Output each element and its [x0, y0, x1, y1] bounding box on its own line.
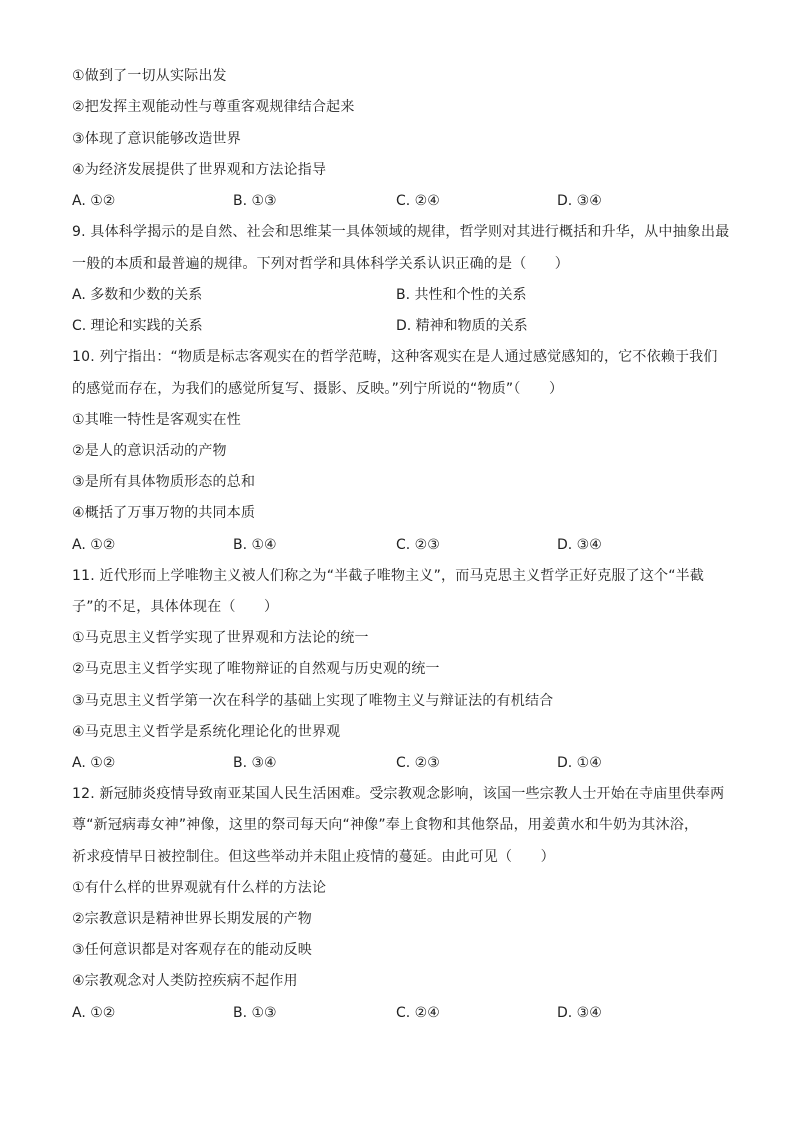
- q10-statement-3: ③是所有具体物质形态的总和: [72, 474, 256, 490]
- q12-option-a: A. ①②: [72, 1005, 116, 1021]
- q11-stem-line-1: 11. 近代形而上学唯物主义被人们称之为“半截子唯物主义”，而马克思主义哲学正好克服了这个“半截: [72, 568, 705, 584]
- q12-stem-line-3: 祈求疫情早日被控制住。但这些举动并未阻止疫情的蔓延。由此可见（ ）: [72, 849, 555, 865]
- q9-option-d: D. 精神和物质的关系: [396, 318, 528, 334]
- q8-statement-4: ④为经济发展提供了世界观和方法论指导: [72, 162, 327, 178]
- q11-statement-3: ③马克思主义哲学第一次在科学的基础上实现了唯物主义与辩证法的有机结合: [72, 693, 554, 709]
- q9-stem-line-2: 一般的本质和最普遍的规律。下列对哲学和具体科学关系认识正确的是（ ）: [72, 256, 569, 272]
- q12-statement-3: ③任何意识都是对客观存在的能动反映: [72, 942, 312, 958]
- q12-statement-4: ④宗教观念对人类防控疾病不起作用: [72, 973, 298, 989]
- q10-option-c: C. ②③: [396, 537, 440, 553]
- q12-statement-2: ②宗教意识是精神世界长期发展的产物: [72, 911, 312, 927]
- q8-option-c: C. ②④: [396, 193, 440, 209]
- q12-option-b: B. ①③: [233, 1005, 277, 1021]
- q10-option-b: B. ①④: [233, 537, 277, 553]
- q12-option-d: D. ③④: [557, 1005, 602, 1021]
- q8-statement-3: ③体现了意识能够改造世界: [72, 131, 241, 147]
- q10-option-a: A. ①②: [72, 537, 116, 553]
- q11-option-b: B. ③④: [233, 755, 277, 771]
- q8-option-d: D. ③④: [557, 193, 602, 209]
- q10-stem-line-2: 的感觉而存在，为我们的感觉所复写、摄影、反映。”列宁所说的“物质”（ ）: [72, 381, 564, 397]
- q11-statement-2: ②马克思主义哲学实现了唯物辩证的自然观与历史观的统一: [72, 661, 440, 677]
- q10-statement-1: ①其唯一特性是客观实在性: [72, 412, 241, 428]
- q10-statement-4: ④概括了万事万物的共同本质: [72, 505, 256, 521]
- q9-option-c: C. 理论和实践的关系: [72, 318, 203, 334]
- q12-option-c: C. ②④: [396, 1005, 440, 1021]
- q10-statement-2: ②是人的意识活动的产物: [72, 443, 227, 459]
- q8-statement-1: ①做到了一切从实际出发: [72, 68, 227, 84]
- q12-stem-line-1: 12. 新冠肺炎疫情导致南亚某国人民生活困难。受宗教观念影响，该国一些宗教人士开始在寺庙里供奉两: [72, 786, 725, 802]
- q9-option-b: B. 共性和个性的关系: [396, 287, 527, 303]
- q9-option-a: A. 多数和少数的关系: [72, 287, 203, 303]
- q11-option-a: A. ①②: [72, 755, 116, 771]
- q12-stem-line-2: 尊“新冠病毒女神”神像，这里的祭司每天向“神像”奉上食物和其他祭品，用姜黄水和牛奶为其沐浴，: [72, 817, 699, 833]
- q11-option-d: D. ①④: [557, 755, 602, 771]
- q11-stem-line-2: 子”的不足，具体体现在（ ）: [72, 599, 279, 615]
- q12-statement-1: ①有什么样的世界观就有什么样的方法论: [72, 880, 327, 896]
- q8-option-a: A. ①②: [72, 193, 116, 209]
- q8-option-b: B. ①③: [233, 193, 277, 209]
- q10-stem-line-1: 10. 列宁指出：“物质是标志客观实在的哲学范畴，这种客观实在是人通过感觉感知的，它不依赖于我们: [72, 349, 718, 365]
- q9-stem-line-1: 9. 具体科学揭示的是自然、社会和思维某一具体领域的规律，哲学则对其进行概括和升华，从中抽象出最: [72, 224, 730, 240]
- q11-option-c: C. ②③: [396, 755, 440, 771]
- q11-statement-1: ①马克思主义哲学实现了世界观和方法论的统一: [72, 630, 369, 646]
- q10-option-d: D. ③④: [557, 537, 602, 553]
- q11-statement-4: ④马克思主义哲学是系统化理论化的世界观: [72, 724, 341, 740]
- q8-statement-2: ②把发挥主观能动性与尊重客观规律结合起来: [72, 99, 355, 115]
